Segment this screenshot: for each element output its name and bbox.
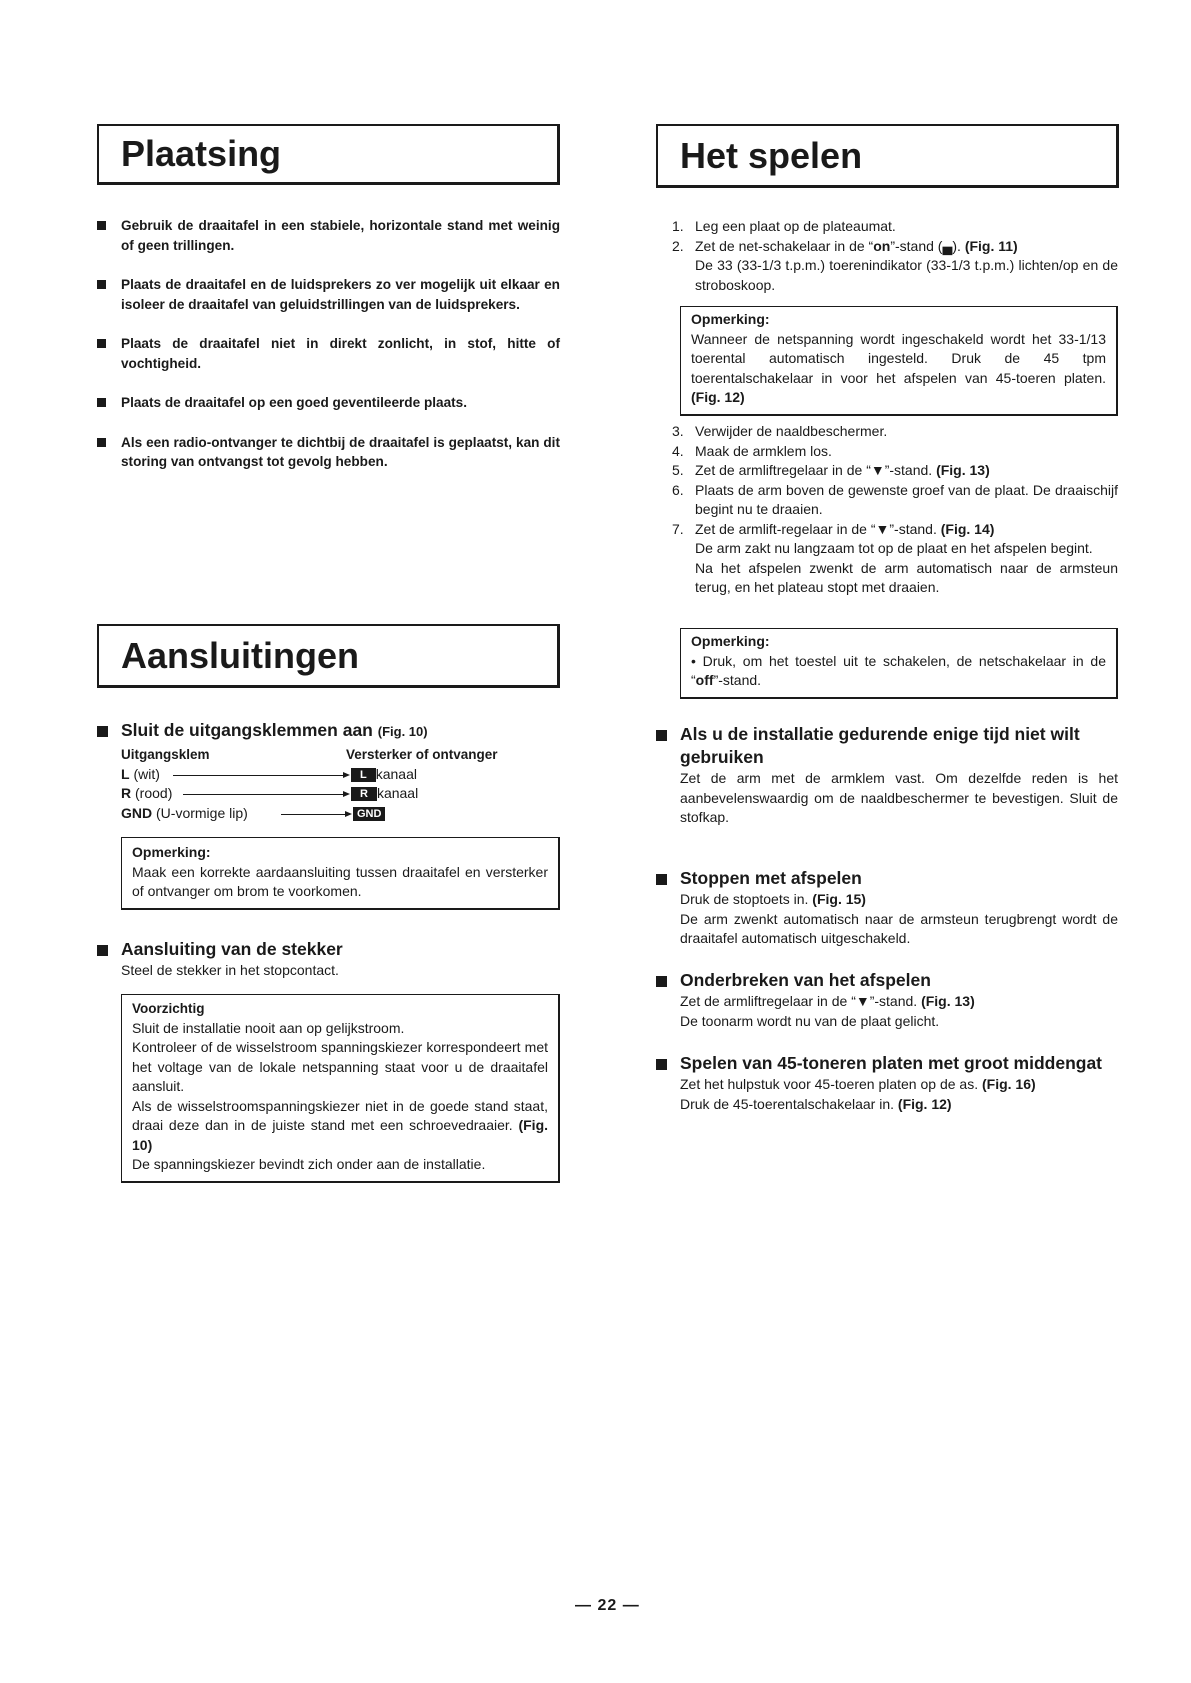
list-item: Gebruik de draaitafel in een stabiele, horizontale stand met weinig of geen trillingen. [97,216,560,255]
section-stoppen [656,867,1118,949]
connection-row: L (wit) L kanaal [121,765,417,782]
step-item: 5. Zet de armliftregelaar in de “▼”-stand. (Fig. 13) [672,462,990,478]
steps-list-continued [672,422,1118,598]
list-item: Plaats de draaitafel op een goed geventileerde plaats. [97,393,560,413]
list-item: Plaats de draaitafel niet in direkt zonlicht, in stof, hitte of vochtigheid. [97,334,560,373]
note-netspanning [680,306,1118,416]
connection-header [121,745,560,765]
channel-tag: R [351,787,377,801]
step-item: 6. Plaats de arm boven de gewenste groef van de plaat. De draaischijf begint nu te draaien. [672,481,1118,517]
note-title: Opmerking: [132,844,211,860]
plaatsing-title: Plaatsing [97,124,560,185]
section-heading: Stoppen met afspelen [656,867,1118,890]
list-item: Plaats de draaitafel en de luidsprekers zo ver mogelijk uit elkaar en isoleer de draaitafel van geluidstrillingen van de luidsprekers. [97,275,560,314]
section-onderbreken [656,969,1118,1031]
plaatsing-list [97,216,560,492]
note-title: Opmerking: [691,633,770,649]
step-item: 2. Zet de net-schakelaar in de “on”-stand (▄). (Fig. 11) De 33 (33-1/3 t.p.m.) toerenindikator (33-1/3 t.p.m.) lichten/op en de stroboskoop. [672,237,1118,293]
section-text: Zet de arm met de armklem vast. Om dezelfde reden is het aanbevelenswaardig om de naaldbeschermer te bevestigen. Sluit de stofkap. [680,770,1118,825]
bullet-square-icon [97,945,108,956]
connection-row: R (rood) R kanaal [121,785,419,801]
page-number: — 22 — [575,1597,640,1614]
bullet-square-icon [97,221,106,230]
warning-line: Kontroleer of de wisselstroom spanningskiezer korrespondeert met het voltage van de lokale netspanning staat voor u de draaitafel aansluit. [132,1039,548,1094]
step-item: 1. Leg een plaat op de plateaumat. [672,218,896,234]
bullet-square-icon [97,398,106,407]
note-uitschakelen [680,628,1118,699]
sluit-heading: Sluit de uitgangsklemmen aan (Fig. 10) [97,719,560,743]
stekker-heading: Aansluiting van de stekker [97,938,560,961]
arrow-icon [343,791,350,797]
bullet-square-icon [656,874,667,885]
connection-table [121,745,560,823]
warning-title: Voorzichtig [132,1001,205,1016]
section-heading: Spelen van 45-toneren platen met groot middengat [656,1052,1118,1075]
section-niet-gebruiken [656,723,1118,828]
bullet-square-icon [656,1059,667,1070]
bullet-square-icon [97,339,106,348]
aansluitingen-title: Aansluitingen [97,624,560,688]
note-voorzichtig [121,994,560,1183]
channel-tag: L [351,768,376,782]
bullet-square-icon [97,280,106,289]
steps-list [672,217,1118,295]
warning-line: Sluit de installatie nooit aan op gelijkstroom. [132,1019,405,1036]
bullet-square-icon [656,730,667,741]
channel-tag: GND [353,807,385,821]
note-aarding [121,837,560,910]
stekker-text: Steel de stekker in het stopcontact. [121,962,339,978]
warning-line: De spanningskiezer bevindt zich onder aan de installatie. [132,1156,486,1172]
bullet-square-icon [97,438,106,447]
section-text: Druk de stoptoets in. (Fig. 15) De arm zwenkt automatisch naar de armsteun terugbrengt wordt de draaitafel automatisch uitgeschakeld. [680,891,1118,946]
step-item: 7. Zet de armlift-regelaar in de “▼”-stand. (Fig. 14) De arm zakt nu langzaam tot op de plaat en het afspelen begint. Na het afspelen zwenkt de arm automatisch naar de armsteun terug, en het plateau stopt met draaien. [672,520,1118,595]
step-item: 4. Maak de armklem los. [672,442,832,459]
arrow-icon [343,772,350,778]
section-heading: Onderbreken van het afspelen [656,969,1118,992]
sluit-section [97,719,560,823]
step-item: 3. Verwijder de naaldbeschermer. [672,423,888,439]
col-uitgangsklem: Uitgangsklem [121,747,210,762]
arrow-icon [345,811,352,817]
connection-row: GND (U-vormige lip) GND [121,804,560,824]
note-text: Maak een korrekte aardaansluiting tussen draaitafel en versterker of ontvanger om brom te voorkomen. [132,863,548,899]
note-title: Opmerking: [691,311,770,327]
section-45-toeren [656,1052,1118,1114]
warning-line: Als de wisselstroomspanningskiezer niet in de goede stand staat, draai deze dan in de juiste stand met een schroevedraaier. (Fig. 10) [132,1097,549,1153]
col-versterker: Versterker of ontvanger [346,747,498,762]
note-text: • Druk, om het toestel uit te schakelen, de netschakelaar in de “off”-stand. [691,652,1106,688]
bullet-square-icon [97,726,108,737]
list-item: Als een radio-ontvanger te dichtbij de draaitafel is geplaatst, kan dit storing van ontvangst tot gevolg hebben. [97,433,560,472]
bullet-square-icon [656,976,667,987]
section-text: Zet de armliftregelaar in de “▼”-stand. (Fig. 13) De toonarm wordt nu van de plaat gelicht. [680,993,975,1029]
stekker-section [97,938,560,981]
note-text: Wanneer de netspanning wordt ingeschakeld wordt het 33-1/13 toerental automatisch ingesteld. Druk de 45 tpm toerentalschakelaar in voor het afspelen van 45-toeren platen. (Fig. 12) [691,330,1106,405]
section-text: Zet het hulpstuk voor 45-toeren platen op de as. (Fig. 16) Druk de 45-toerentalschakelaar in. (Fig. 12) [680,1076,1036,1112]
het-spelen-title: Het spelen [656,124,1119,188]
section-heading: Als u de installatie gedurende enige tijd niet wilt gebruiken [656,723,1118,769]
